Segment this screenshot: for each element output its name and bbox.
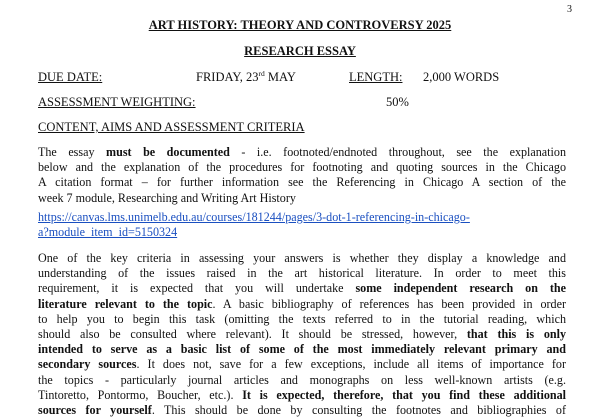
referencing-link[interactable]: https://canvas.lms.unimelb.edu.au/courses/181244/pages/3-dot-1-referencing-in-chicago- a?module_item_id=5150324 <box>38 210 470 240</box>
document-title: ART HISTORY: THEORY AND CONTROVERSY 2025 <box>148 18 452 32</box>
due-date-value: FRIDAY, 23rd MAY <box>196 69 296 84</box>
paragraph-documentation: The essay must be documented - i.e. footnoted/endnoted throughout, see the explanation below and the explanation of the procedures for footnoting and quoting sources in the Chicago A citation format – for further information see the Referencing in Chicago A section of the week 7 module, Researching and Writing Art History <box>38 145 566 205</box>
length-value: 2,000 WORDS <box>423 70 500 84</box>
due-date-label: DUE DATE: <box>38 70 103 84</box>
section-heading: CONTENT, AIMS AND ASSESSMENT CRITERIA <box>38 120 305 134</box>
length-label: LENGTH: <box>349 70 403 84</box>
weighting-label: ASSESSMENT WEIGHTING: <box>38 95 196 109</box>
page-number: 3 <box>567 4 572 15</box>
weighting-value: 50% <box>386 95 409 109</box>
document-subtitle: RESEARCH ESSAY <box>244 44 356 58</box>
paragraph-criteria: One of the key criteria in assessing your answers is whether they display a knowledge and understanding of the issues raised in the art historical literature. In order to meet this requirement, it is expected that you will undertake some independent research on the literature relevant to the topic. A basic bibliography of references has been provided in order to help you to begin this task (omitting the texts referred to in the tutorial reading, which should also be consulted where relevant). It should be stressed, however, that this is only intended to serve as a basic list of some of the most immediately relevant primary and secondary sources. It does not, save for a few exceptions, include all items of importance for the topics - particularly journal articles and monographs on less well-known artists (e.g. Tintoretto, Pontormo, Boucher, etc.). It is expected, therefore, that you find these additional sources for yourself. This should be done by consulting the footnotes and bibliographies of <box>38 251 567 418</box>
